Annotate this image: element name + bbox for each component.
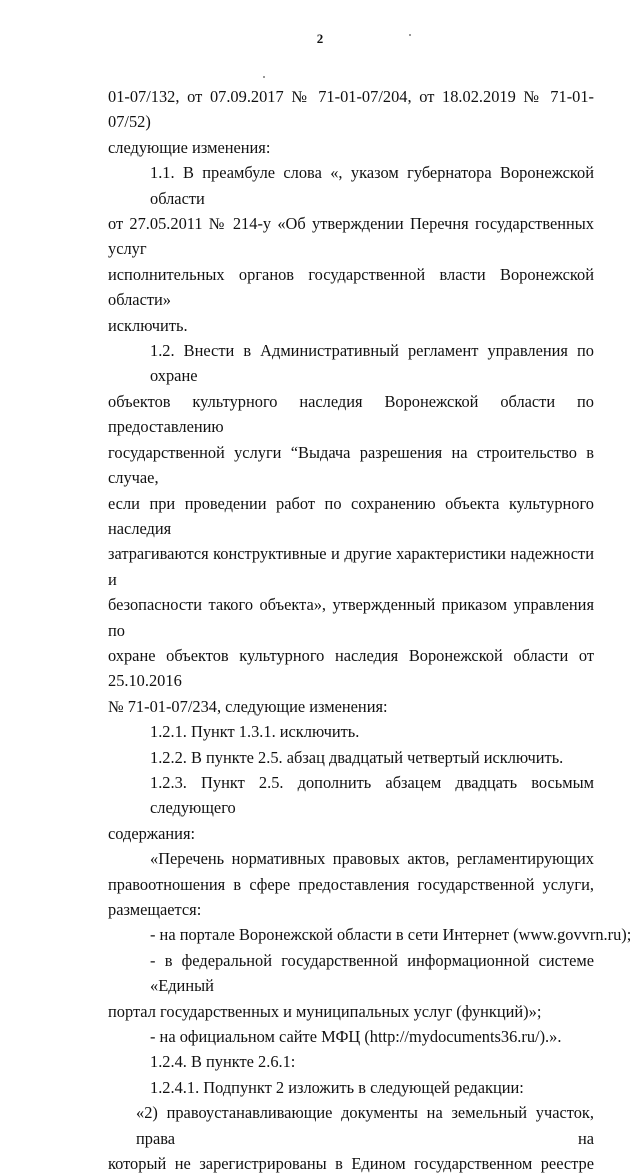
document-line: 1.2.1. Пункт 1.3.1. исключить.: [150, 722, 360, 742]
document-line: - на портале Воронежской области в сети Интернет (www.govvrn.ru);: [150, 925, 632, 945]
document-line: 1.2.2. В пункте 2.5. абзац двадцатый четвертый исключить.: [150, 747, 564, 767]
document-line: № 71-01-07/234, следующие изменения:: [108, 696, 388, 716]
document-line: исключить.: [108, 315, 188, 335]
document-line: - в федеральной государственной информационной системе «Единый: [150, 950, 594, 996]
document-line: - на официальном сайте МФЦ (http://mydocuments36.ru/).».: [150, 1027, 562, 1047]
scan-speck: [263, 76, 265, 78]
document-line: от 27.05.2011 № 214-у «Об утверждении Перечня государственных услуг: [108, 214, 594, 259]
document-line: затрагиваются конструктивные и другие характеристики надежности и: [108, 544, 594, 589]
scan-speck: [409, 34, 411, 36]
document-line: «2) правоустанавливающие документы на земельный участок, права на: [136, 1103, 594, 1148]
document-line: следующие изменения:: [108, 137, 271, 157]
document-line: 1.2. Внести в Административный регламент управления по охране: [150, 341, 594, 386]
document-line: если при проведении работ по сохранению объекта культурного наследия: [108, 493, 594, 538]
document-line: портал государственных и муниципальных услуг (функций)»;: [108, 1001, 542, 1021]
document-line: который не зарегистрированы в Едином государственном реестре: [108, 1154, 594, 1174]
document-line: содержания:: [108, 823, 196, 843]
document-line: размещается:: [108, 900, 202, 919]
document-line: «Перечень нормативных правовых актов, регламентирующих: [150, 849, 594, 869]
document-line: 1.2.3. Пункт 2.5. дополнить абзацем двадцать восьмым следующего: [150, 772, 594, 818]
document-line: 1.1. В преамбуле слова «, указом губернатора Воронежской области: [150, 163, 594, 208]
document-line: исполнительных органов государственной власти Воронежской области»: [108, 264, 594, 310]
document-line: 01-07/132, от 07.09.2017 № 71-01-07/204, от 18.02.2019 № 71-01-07/52): [108, 87, 594, 132]
document-line: объектов культурного наследия Воронежской области по предоставлению: [108, 391, 594, 437]
document-line: государственной услуги “Выдача разрешения на строительство в случае,: [108, 442, 594, 488]
document-line: 1.2.4.1. Подпункт 2 изложить в следующей редакции:: [150, 1077, 524, 1097]
document-line: правоотношения в сфере предоставления государственной услуги,: [108, 874, 594, 894]
document-body: [108, 84, 632, 1176]
document-line: безопасности такого объекта», утвержденный приказом управления по: [108, 595, 594, 640]
document-line: охране объектов культурного наследия Воронежской области от 25.10.2016: [108, 645, 594, 691]
document-line: 1.2.4. В пункте 2.6.1:: [150, 1052, 296, 1072]
page-number: 2: [316, 31, 324, 46]
